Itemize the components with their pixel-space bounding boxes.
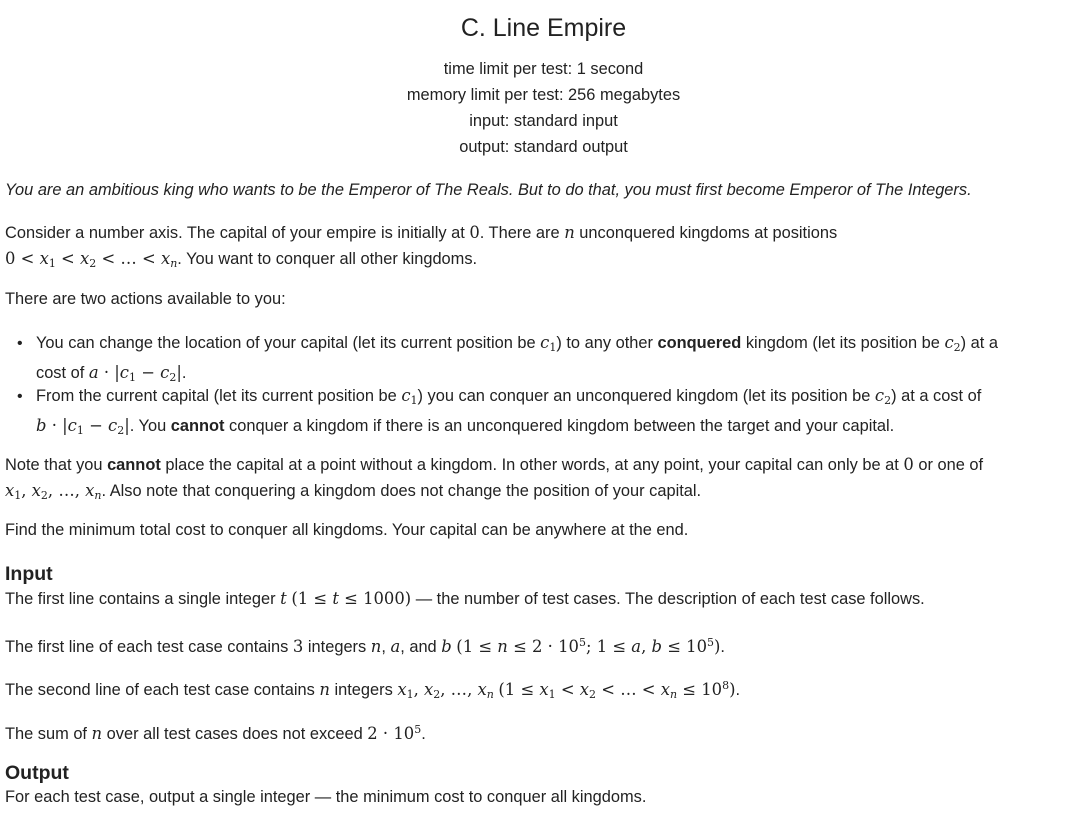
input-line-1: The first line contains a single integer t (1 ≤ t ≤ 1000) — the number of test cases. The description of each test case follows. <box>5 589 925 608</box>
input-heading: Input <box>5 563 53 585</box>
paragraph-goal: Find the minimum total cost to conquer all kingdoms. Your capital can be anywhere at the end. <box>5 521 689 539</box>
time-limit: time limit per test: 1 second <box>443 60 644 78</box>
output-heading: Output <box>5 762 69 784</box>
list-item-conquer: From the current capital (let its current position be $c_1$) you can conquer an unconquered kingdom (let its position be $c_2$) at a cost of $b \cdot |c_1 - c_2|$. You cannot conquer a kingdom if there is an unconquered kingdom between the target and your capital. <box>36 386 982 437</box>
output-spec: output: standard output <box>459 138 628 156</box>
output-line-1: For each test case, output a single integer — the minimum cost to conquer all kingdoms. <box>5 788 647 806</box>
intro-paragraph: You are an ambitious king who wants to be the Emperor of The Reals. But to do that, you must first become Emperor of The Integers. <box>5 181 972 199</box>
bullet-dot: • <box>17 335 23 352</box>
memory-limit: memory limit per test: 256 megabytes <box>406 86 681 104</box>
input-line-3: The second line of each test case contains n integers $x_1$, $x_2$, …, $x_n$ ($1 \le x_1 < x_2$ < … < $x_n \le 10^8$). <box>5 679 741 701</box>
paragraph-note: Note that you cannot place the capital at a point without a kingdom. In other words, at any point, your capital can only be at 0 or one of $x_1$, $x_2$, …, $x_n$. Also note that conquering a kingdom does not change the position of your capital. <box>5 455 984 502</box>
input-line-2: The first line of each test case contains 3 integers n, a, and b ($1 \le n \le 2 \cdot 10^5$; 1 ≤ a, $b \le 10^5$). <box>5 636 725 656</box>
paragraph-axis: Consider a number axis. The capital of your empire is initially at 0. There are n unconquered kingdoms at positions $0 < x_1 < x_2$ < … < $x_n$. You want to conquer all other kingdoms. <box>5 223 838 270</box>
list-item-move-capital: You can change the location of your capital (let its current position be $c_1$) to any other conquered kingdom (let its position be $c_2$) at a cost of $a \cdot |c_1 - c_2|$. <box>36 333 999 384</box>
problem-title: C. Line Empire <box>460 14 627 42</box>
input-line-4: The sum of n over all test cases does not exceed $2 \cdot 10^5$. <box>5 723 426 743</box>
input-spec: input: standard input <box>469 112 618 130</box>
bullet-dot: • <box>17 388 23 405</box>
paragraph-actions: There are two actions available to you: <box>5 290 286 308</box>
